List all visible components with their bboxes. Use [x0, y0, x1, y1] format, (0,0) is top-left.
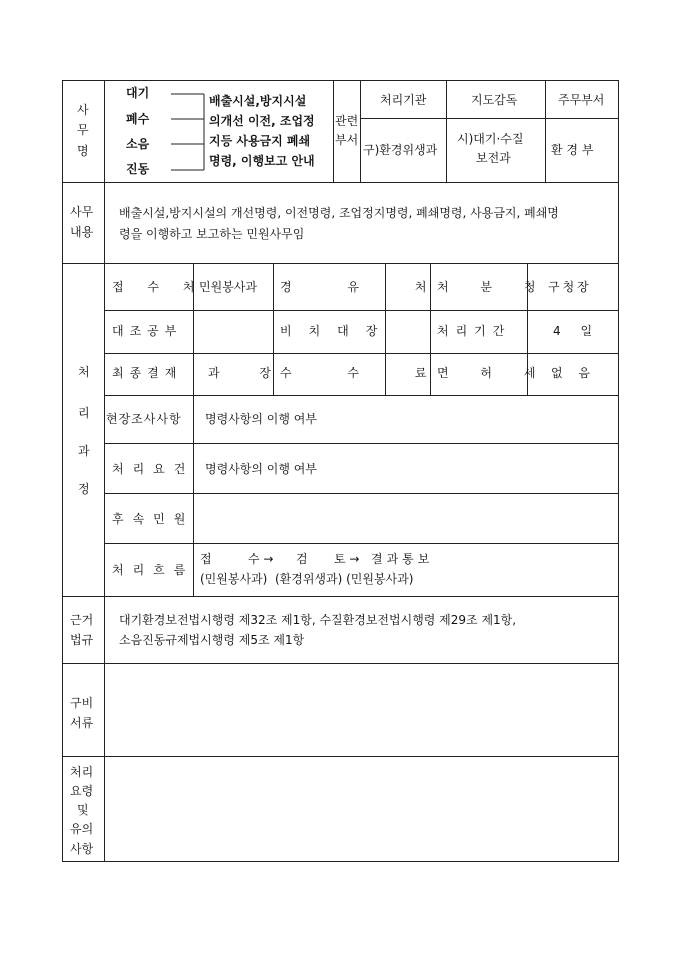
notes-label-5: 사항 — [70, 842, 94, 856]
title-line-4: 명령, 이행보고 안내 — [209, 154, 315, 168]
law-text-2: 소음진동규제법시행령 제5조 제1항 — [119, 633, 305, 647]
title-line-1: 배출시설,방지시설 — [209, 94, 307, 108]
law-text-1: 대기환경보전법시행령 제32조 제1항, 수질환경보전법시행령 제29조 제1항, — [119, 613, 517, 627]
requirement-label: 처리요건 — [112, 462, 195, 476]
agency-value: 구)환경위생과 — [363, 143, 438, 157]
license-tax-label: 면 허 세 — [437, 366, 550, 380]
license-tax-value: 없 음 — [551, 366, 596, 380]
header-label-2: 무 — [77, 123, 89, 137]
summary-label-1: 사무 — [70, 205, 94, 219]
flow-step-review: 검 — [296, 552, 308, 566]
ministry-value: 환 경 부 — [551, 143, 594, 157]
flow-label: 처리흐름 — [112, 563, 195, 577]
flow-step-review-arrow: 토 → — [334, 552, 360, 566]
col-head-ministry: 주무부서 — [558, 93, 605, 107]
via-office-label: 경 유 처 — [280, 280, 453, 294]
header-label-1: 사 — [77, 103, 89, 117]
receipt-office-value: 민원봉사과 — [199, 280, 257, 294]
category-air: 대기 — [126, 86, 150, 100]
process-label-2: 리 — [78, 406, 90, 420]
related-label-2: 부서 — [335, 133, 359, 147]
supervisor-value-1: 시)대기·수질 — [457, 132, 524, 146]
notes-label-2: 요령 — [70, 784, 94, 798]
final-approval-label: 최종결재 — [112, 366, 183, 380]
reference-book-label: 대조공부 — [112, 324, 183, 338]
category-noise: 소음 — [126, 137, 150, 151]
notes-label-3: 및 — [77, 803, 89, 817]
requirement-value: 명령사항의 이행 여부 — [205, 462, 317, 476]
flow-step-receipt: 접 — [200, 552, 212, 566]
fee-label: 수 수 료 — [280, 366, 453, 380]
summary-text-2: 령을 이행하고 보고하는 민원사무임 — [119, 227, 305, 241]
site-survey-value: 명령사항의 이행 여부 — [205, 412, 317, 426]
summary-text-1: 배출시설,방지시설의 개선명령, 이전명령, 조업정지명령, 폐쇄명령, 사용금지, 폐쇄명 — [119, 206, 559, 220]
processing-period-label: 처리기간 — [437, 324, 512, 338]
col-head-supervisor: 지도감독 — [471, 93, 518, 107]
related-label-1: 관련 — [335, 114, 359, 128]
header-label-3: 명 — [77, 144, 89, 158]
title-line-3: 지등 사용금지 폐쇄 — [209, 134, 311, 148]
disposal-office-label: 처 분 청 — [437, 280, 550, 294]
flow-step-receipt-arrow: 수 → — [248, 552, 274, 566]
disposal-office-value: 구청장 — [548, 280, 592, 294]
flow-departments: (민원봉사과) (환경위생과) (민원봉사과) — [200, 572, 414, 586]
bracket-connector — [168, 84, 208, 176]
col-head-agency: 처리기관 — [380, 93, 427, 107]
flow-step-result: 결과통보 — [371, 552, 434, 566]
process-label-4: 정 — [78, 482, 90, 496]
notes-label-4: 유의 — [70, 822, 94, 836]
process-label-1: 처 — [78, 365, 90, 379]
processing-period-value: 4 일 — [553, 324, 601, 338]
final-approval-value: 과 장 — [208, 366, 289, 380]
law-label-1: 근거 — [70, 613, 94, 627]
process-label-3: 과 — [78, 444, 90, 458]
receipt-office-label: 접 수 처 — [112, 280, 205, 294]
follow-up-label: 후속민원 — [112, 512, 195, 526]
summary-label-2: 내용 — [70, 225, 94, 239]
supervisor-value-2: 보전과 — [476, 151, 511, 165]
law-label-2: 법규 — [70, 633, 94, 647]
notes-label-1: 처리 — [70, 765, 94, 779]
category-vibration: 진동 — [126, 162, 150, 176]
site-survey-label: 현장조사사항 — [106, 412, 182, 426]
docs-label-1: 구비 — [70, 696, 94, 710]
docs-label-2: 서류 — [70, 716, 94, 730]
title-line-2: 의개선 이전, 조업정 — [209, 114, 315, 128]
category-wastewater: 폐수 — [126, 112, 150, 126]
ledger-label: 비치대장 — [280, 324, 395, 338]
